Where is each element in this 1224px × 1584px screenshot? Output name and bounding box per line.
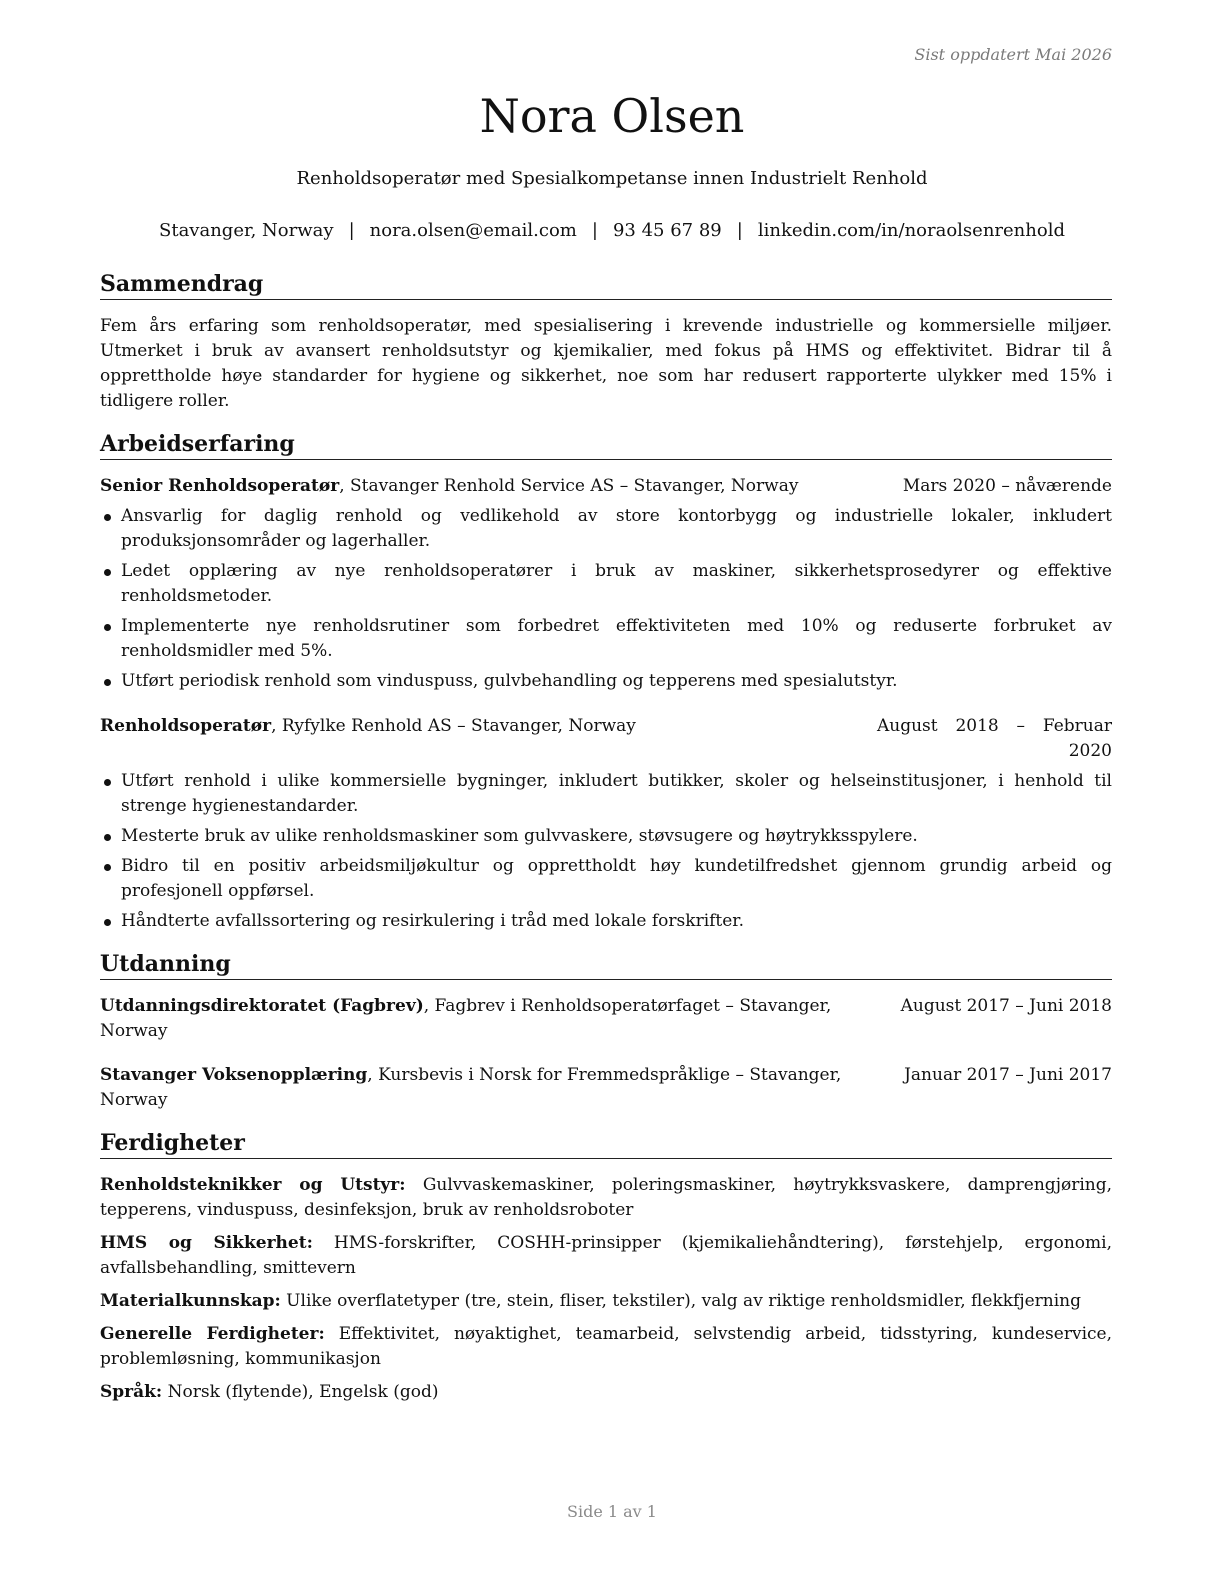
list-item: Utført renhold i ulike kommersielle bygninger, inkludert butikker, skoler og helseinstitusjoner, i henhold til strenge hygienestandarder. xyxy=(100,769,1112,819)
job-employer: , Stavanger Renhold Service AS – Stavanger, Norway xyxy=(339,476,799,496)
job-employer: , Ryfylke Renhold AS – Stavanger, Norway xyxy=(271,716,636,736)
skills-section xyxy=(100,1129,1112,1405)
list-item: Håndterte avfallssortering og resirkulering i tråd med lokale forskrifter. xyxy=(100,909,1112,934)
contact-separator: | xyxy=(736,220,743,241)
education-entry xyxy=(100,994,1112,1044)
section-title-education: Utdanning xyxy=(100,950,1112,980)
list-item: Ansvarlig for daglig renhold og vedlikehold av store kontorbygg og industrielle lokaler, inkludert produksjonsområder og lagerhaller. xyxy=(100,504,1112,554)
contact-email[interactable]: nora.olsen@email.com xyxy=(369,220,577,241)
skill-label: Språk: xyxy=(100,1382,163,1402)
resume-content xyxy=(100,270,1112,1421)
list-item: Utført periodisk renhold som vinduspuss, gulvbehandling og tepperens med spesialutstyr. xyxy=(100,669,1112,694)
education-degree: , Kursbevis i Norsk for Fremmedspråklige – Stavanger, Norway xyxy=(100,1065,842,1110)
contact-separator: | xyxy=(591,220,598,241)
contact-line xyxy=(0,220,1224,241)
summary-text: Fem års erfaring som renholdsoperatør, med spesialisering i krevende industrielle og kommersielle miljøer. Utmerket i bruk av avansert renholdsutstyr og kjemikalier, med fokus på HMS og effektivitet. Bidrar til å opprettholde høye standarder for hygiene og sikkerhet, noe som har redusert rapporterte ulykker med 15% i tidligere roller. xyxy=(100,316,1112,411)
skill-text: Ulike overflatetyper (tre, stein, fliser, tekstiler), valg av riktige renholdsmidler, flekkfjerning xyxy=(280,1291,1082,1311)
section-title-summary: Sammendrag xyxy=(100,270,1112,300)
job-dates: Mars 2020 – nåværende xyxy=(902,476,1112,496)
list-item: Implementerte nye renholdsrutiner som forbedret effektiviteten med 10% og reduserte forbruket av renholdsmidler med 5%. xyxy=(100,614,1112,664)
section-title-experience: Arbeidserfaring xyxy=(100,430,1112,460)
education-section xyxy=(100,950,1112,1113)
list-item: Ledet opplæring av nye renholdsoperatører i bruk av maskiner, sikkerhetsprosedyrer og effektive renholdsmetoder. xyxy=(100,559,1112,609)
skill-row xyxy=(100,1289,1112,1314)
section-title-skills: Ferdigheter xyxy=(100,1129,1112,1159)
job-entry xyxy=(100,714,1112,934)
headline: Renholdsoperatør med Spesialkompetanse innen Industrielt Renhold xyxy=(296,168,928,189)
job-header xyxy=(100,474,1112,499)
list-item: Bidro til en positiv arbeidsmiljøkultur og opprettholdt høy kundetilfredshet gjennom grundig arbeid og profesjonell oppførsel. xyxy=(100,854,1112,904)
education-degree: , Fagbrev i Renholdsoperatørfaget – Stavanger, Norway xyxy=(100,996,832,1041)
last-updated: Sist oppdatert Mai 2026 xyxy=(914,45,1112,64)
skill-row xyxy=(100,1173,1112,1223)
contact-phone: 93 45 67 89 xyxy=(612,220,722,241)
summary-section xyxy=(100,270,1112,414)
job-dates: August 2018 – Februar 2020 xyxy=(877,716,1112,761)
job-header xyxy=(100,714,1112,764)
job-title: Senior Renholdsoperatør xyxy=(100,476,340,496)
education-dates: Januar 2017 – Juni 2017 xyxy=(904,1065,1112,1085)
education-school: Stavanger Voksenopplæring xyxy=(100,1065,368,1085)
skill-text: Effektivitet, nøyaktighet, teamarbeid, selvstendig arbeid, tidsstyring, kundeservice, problemløsning, kommunikasjon xyxy=(100,1324,1112,1369)
job-entry xyxy=(100,474,1112,694)
skill-text: Norsk (flytende), Engelsk (god) xyxy=(162,1382,439,1402)
skill-label: Renholdsteknikker og Utstyr: xyxy=(100,1175,406,1195)
education-school: Utdanningsdirektoratet (Fagbrev) xyxy=(100,996,424,1016)
skill-label: Materialkunnskap: xyxy=(100,1291,281,1311)
experience-section xyxy=(100,430,1112,934)
skill-text: HMS-forskrifter, COSHH-prinsipper (kjemikaliehåndtering), førstehjelp, ergonomi, avfallsbehandling, smittevern xyxy=(100,1233,1113,1278)
contact-location: Stavanger, Norway xyxy=(159,220,334,241)
job-bullets xyxy=(100,504,1112,694)
skill-label: Generelle Ferdigheter: xyxy=(100,1324,325,1344)
page-number: Side 1 av 1 xyxy=(567,1502,657,1521)
job-title: Renholdsoperatør xyxy=(100,716,272,736)
skill-row xyxy=(100,1231,1112,1281)
job-bullets xyxy=(100,769,1112,934)
skill-text: Gulvvaskemaskiner, poleringsmaskiner, høytrykksvaskere, damprengjøring, tepperens, vinduspuss, desinfeksjon, bruk av renholdsroboter xyxy=(100,1175,1112,1220)
contact-separator: | xyxy=(348,220,355,241)
education-dates: August 2017 – Juni 2018 xyxy=(900,996,1112,1016)
list-item: Mesterte bruk av ulike renholdsmaskiner som gulvvaskere, støvsugere og høytrykksspylere. xyxy=(100,824,1112,849)
contact-linkedin[interactable]: linkedin.com/in/noraolsenrenhold xyxy=(757,220,1065,241)
candidate-name: Nora Olsen xyxy=(479,89,745,143)
skill-row xyxy=(100,1322,1112,1372)
skill-row xyxy=(100,1380,1112,1405)
education-entry xyxy=(100,1063,1112,1113)
skill-label: HMS og Sikkerhet: xyxy=(100,1233,313,1253)
